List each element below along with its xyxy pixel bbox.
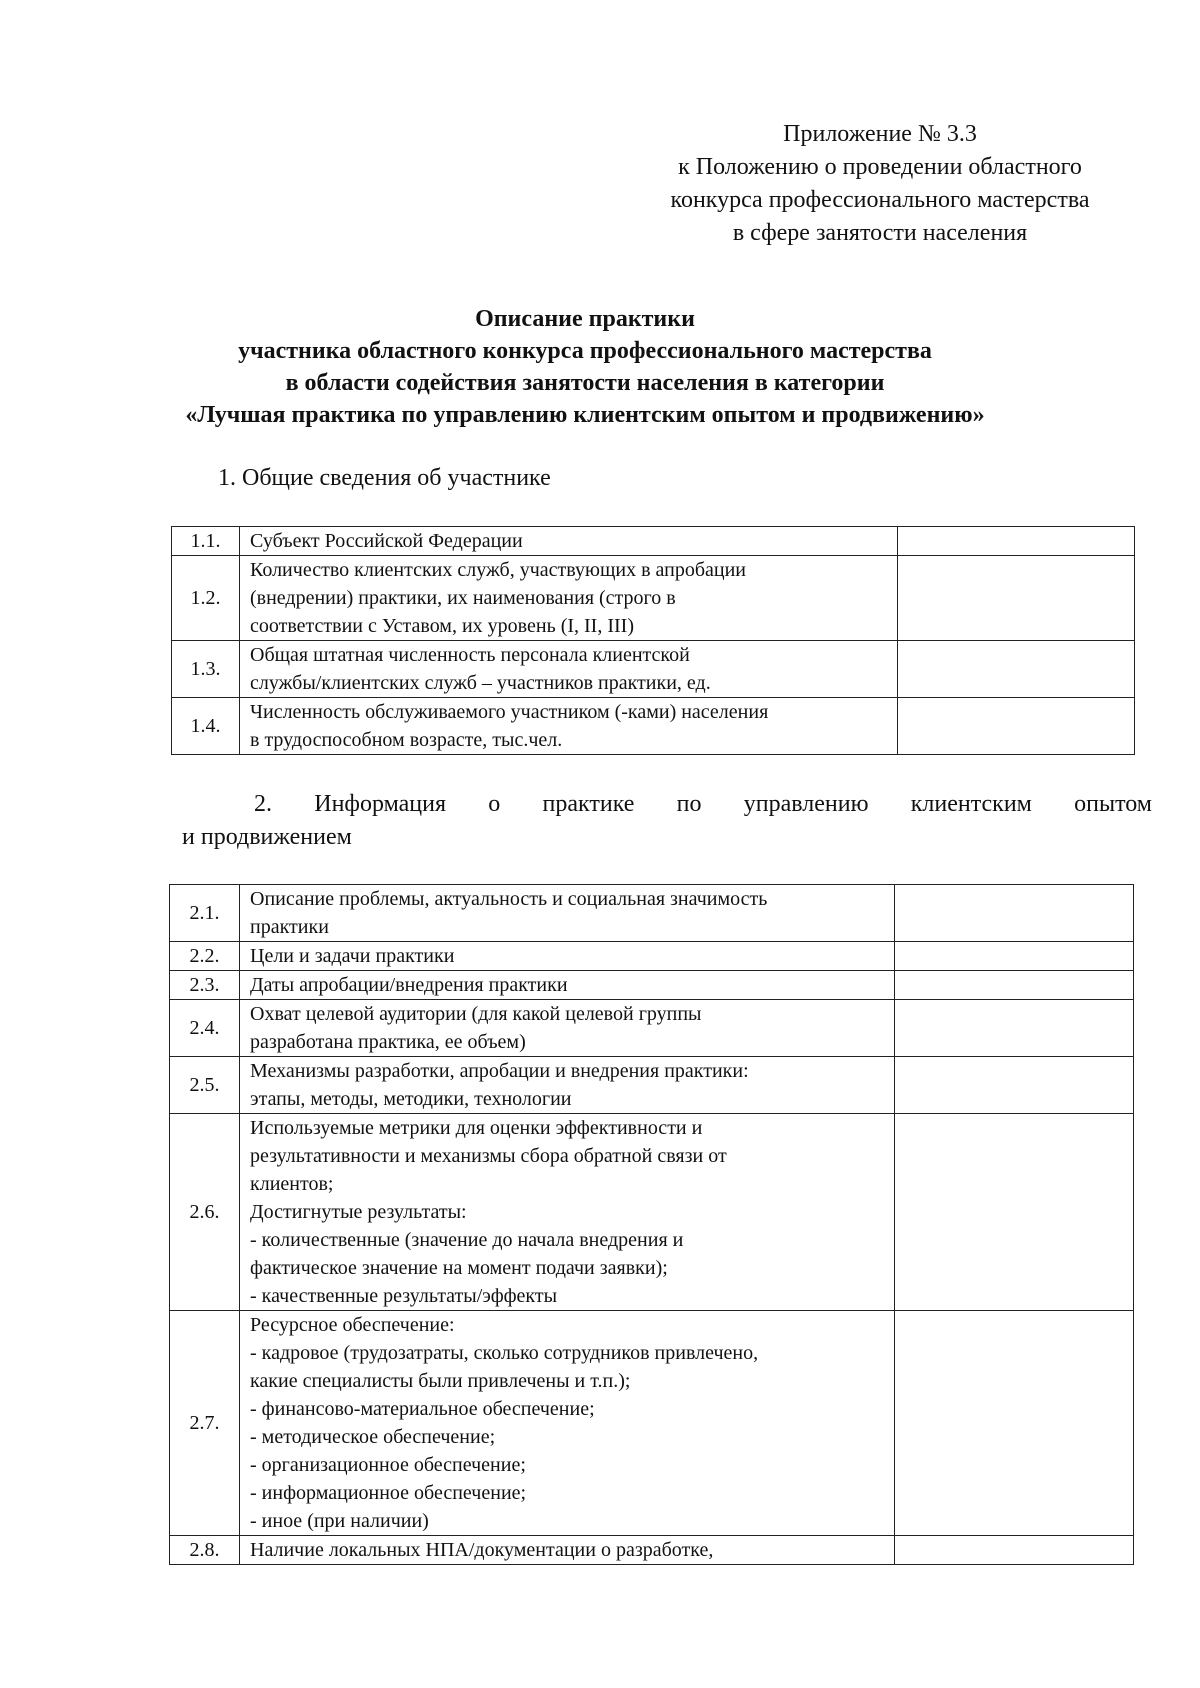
table-row	[170, 971, 1134, 1000]
table-row	[170, 1311, 1134, 1536]
row-value-cell[interactable]	[895, 1536, 1134, 1565]
title-line: Описание практики	[475, 306, 695, 332]
heading-word: 2.	[254, 791, 272, 817]
row-number: 1.2.	[172, 556, 240, 641]
row-label: Субъект Российской Федерации	[240, 527, 898, 556]
practice-info-table	[169, 884, 1134, 1565]
row-value-cell[interactable]	[895, 885, 1134, 942]
row-number: 1.1.	[172, 527, 240, 556]
table-row	[172, 641, 1135, 698]
row-value-cell[interactable]	[895, 971, 1134, 1000]
row-number: 1.4.	[172, 698, 240, 755]
row-number: 2.6.	[170, 1114, 240, 1311]
row-number: 2.2.	[170, 942, 240, 971]
annex-line: в сфере занятости населения	[732, 220, 1028, 246]
table-row	[172, 527, 1135, 556]
row-label: Механизмы разработки, апробации и внедрения практики: этапы, методы, методики, технологии	[240, 1057, 895, 1114]
table-row	[172, 556, 1135, 641]
heading-word: о	[488, 791, 501, 817]
section-2-heading	[182, 788, 1152, 854]
row-label: Ресурсное обеспечение: - кадровое (трудозатраты, сколько сотрудников привлечено, какие специалисты были привлечены и т.п.); - финансово-материальное обеспечение; - методическое обеспечение; - организационное обеспечение; - информационное обеспечение; - иное (при наличии)	[240, 1311, 895, 1536]
table-row	[170, 1114, 1134, 1311]
table-row	[170, 1057, 1134, 1114]
document-title	[150, 303, 1020, 431]
heading-word: управлению	[743, 791, 869, 817]
annex-line: Приложение № 3.3	[783, 121, 977, 147]
table-row	[170, 885, 1134, 942]
row-value-cell[interactable]	[898, 556, 1135, 641]
annex-header	[630, 118, 1130, 250]
row-label: Даты апробации/внедрения практики	[240, 971, 895, 1000]
row-number: 2.5.	[170, 1057, 240, 1114]
annex-line: к Положению о проведении областного	[678, 154, 1082, 180]
heading-word: клиентским	[910, 791, 1032, 817]
row-value-cell[interactable]	[895, 1311, 1134, 1536]
row-number: 2.1.	[170, 885, 240, 942]
section-2-heading-line-1	[182, 788, 1152, 821]
row-value-cell[interactable]	[898, 641, 1135, 698]
row-number: 1.3.	[172, 641, 240, 698]
participant-info-table	[171, 526, 1135, 755]
annex-line: конкурса профессионального мастерства	[670, 187, 1090, 213]
heading-word: опытом	[1074, 791, 1152, 817]
row-number: 2.8.	[170, 1536, 240, 1565]
row-value-cell[interactable]	[895, 1000, 1134, 1057]
title-line: участника областного конкурса профессионального мастерства	[238, 338, 932, 364]
table-row	[170, 1000, 1134, 1057]
row-value-cell[interactable]	[898, 698, 1135, 755]
row-value-cell[interactable]	[895, 1057, 1134, 1114]
row-value-cell[interactable]	[895, 1114, 1134, 1311]
title-line: в области содействия занятости населения в категории	[285, 370, 885, 396]
row-label: Описание проблемы, актуальность и социальная значимость практики	[240, 885, 895, 942]
row-label: Наличие локальных НПА/документации о разработке,	[240, 1536, 895, 1565]
row-number: 2.4.	[170, 1000, 240, 1057]
row-label: Количество клиентских служб, участвующих в апробации (внедрении) практики, их наименования (строго в соответствии с Уставом, их уровень (I, II, III)	[240, 556, 898, 641]
heading-word: по	[676, 791, 702, 817]
section-2-heading-line-2: и продвижением	[182, 824, 352, 850]
row-label: Общая штатная численность персонала клиентской службы/клиентских служб – участников практики, ед.	[240, 641, 898, 698]
row-label: Цели и задачи практики	[240, 942, 895, 971]
table-row	[172, 698, 1135, 755]
section-1-heading: 1. Общие сведения об участнике	[218, 465, 551, 491]
row-number: 2.3.	[170, 971, 240, 1000]
row-value-cell[interactable]	[898, 527, 1135, 556]
row-value-cell[interactable]	[895, 942, 1134, 971]
row-label: Численность обслуживаемого участником (-ками) населения в трудоспособном возрасте, тыс.чел.	[240, 698, 898, 755]
heading-word: практике	[542, 791, 635, 817]
title-line: «Лучшая практика по управлению клиентским опытом и продвижению»	[185, 402, 985, 428]
heading-word: Информация	[314, 791, 447, 817]
row-label: Используемые метрики для оценки эффективности и результативности и механизмы сбора обратной связи от клиентов; Достигнутые результаты: - количественные (значение до начала внедрения и фактическое значение на момент подачи заявки); - качественные результаты/эффекты	[240, 1114, 895, 1311]
table-row	[170, 942, 1134, 971]
table-row	[170, 1536, 1134, 1565]
row-number: 2.7.	[170, 1311, 240, 1536]
row-label: Охват целевой аудитории (для какой целевой группы разработана практика, ее объем)	[240, 1000, 895, 1057]
